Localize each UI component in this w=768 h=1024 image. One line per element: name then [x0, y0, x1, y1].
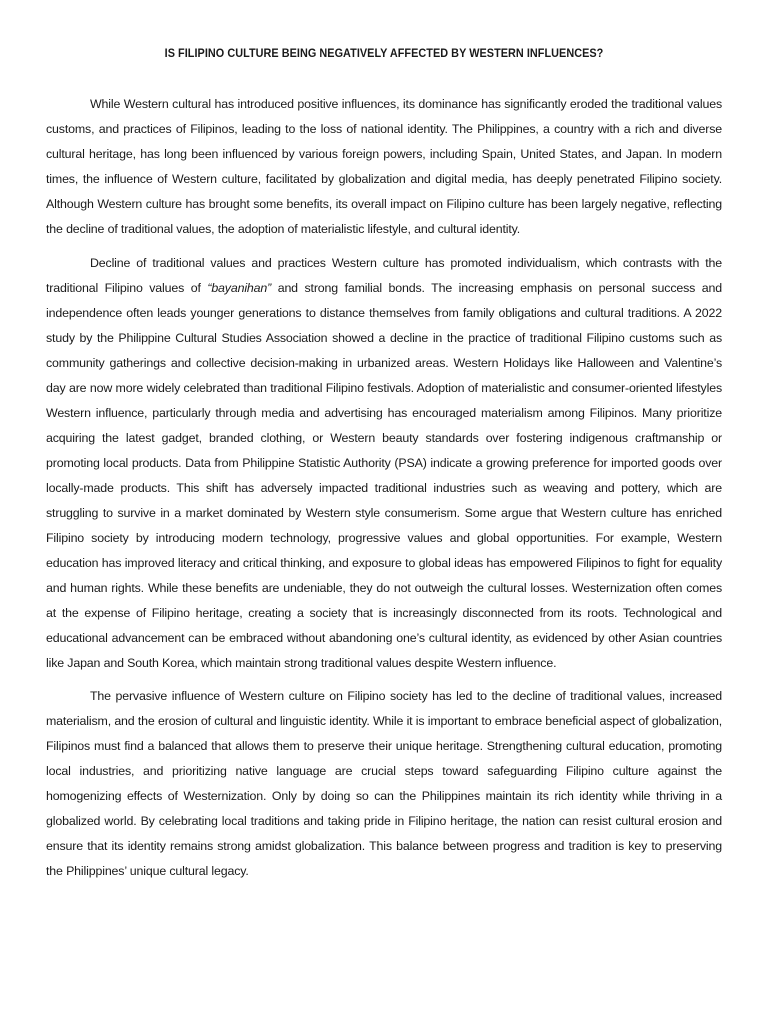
- paragraph-body: [46, 251, 722, 676]
- bayanihan-term: “bayanihan”: [207, 280, 272, 295]
- paragraph-body-text-rest: and strong familial bonds. The increasing emphasis on personal success and independence often leads younger generations to distance themselves from family obligations and cultural traditions. A 2022 study by the Philippine Cultural Studies Association showed a decline in the practice of traditional Filipino customs such as community gatherings and collective decision-making in urbanized areas. Western Holidays like Halloween and Valentine’s day are now more widely celebrated than traditional Filipino festivals. Adoption of materialistic and consumer-oriented lifestyles Western influence, particularly through media and advertising has encouraged materialism among Filipinos. Many prioritize acquiring the latest gadget, branded clothing, or Western beauty standards over fostering indigenous craftmanship or promoting local products. Data from Philippine Statistic Authority (PSA) indicate a growing preference for imported goods over locally-made products. This shift has adversely impacted traditional industries such as weaving and pottery, which are struggling to survive in a market dominated by Western style consumerism. Some argue that Western culture has enriched Filipino society by introducing modern technology, progressive values and global opportunities. For example, Western education has improved literacy and critical thinking, and exposure to global ideas has empowered Filipinos to fight for equality and human rights. While these benefits are undeniable, they do not outweigh the cultural losses. Westernization often comes at the expense of Filipino heritage, creating a society that is increasingly disconnected from its roots. Technological and educational advancement can be embraced without abandoning one’s cultural identity, as evidenced by other Asian countries like Japan and South Korea, which maintain strong traditional values despite Western influence.: [46, 280, 722, 670]
- paragraph-conclusion: The pervasive influence of Western culture on Filipino society has led to the decline of traditional values, increased materialism, and the erosion of cultural and linguistic identity. While it is important to embrace beneficial aspect of globalization, Filipinos must find a balanced that allows them to preserve their unique heritage. Strengthening cultural education, promoting local industries, and prioritizing native language are crucial steps toward safeguarding Filipino culture against the homogenizing effects of Westernization. Only by doing so can the Philippines maintain its rich identity while thriving in a globalized world. By celebrating local traditions and taking pride in Filipino heritage, the nation can resist cultural erosion and ensure that its identity remains strong amidst globalization. This balance between progress and tradition is key to preserving the Philippines’ unique cultural legacy.: [46, 689, 722, 878]
- document-body: [46, 92, 722, 893]
- paragraph-body-text-start: Decline of traditional values and practices Western culture has promoted individualism, which contrasts with the traditional Filipino values of: [46, 255, 722, 295]
- paragraph-introduction: While Western cultural has introduced positive influences, its dominance has significantly eroded the traditional values customs, and practices of Filipinos, leading to the loss of national identity. The Philippines, a country with a rich and diverse cultural heritage, has long been influenced by various foreign powers, including Spain, United States, and Japan. In modern times, the influence of Western culture, facilitated by globalization and digital media, has deeply penetrated Filipino society. Although Western culture has brought some benefits, its overall impact on Filipino culture has been largely negative, reflecting the decline of traditional values, the adoption of materialistic lifestyle, and cultural identity.: [46, 97, 722, 236]
- document-title: IS FILIPINO CULTURE BEING NEGATIVELY AFFECTED BY WESTERN INFLUENCES?: [164, 46, 604, 60]
